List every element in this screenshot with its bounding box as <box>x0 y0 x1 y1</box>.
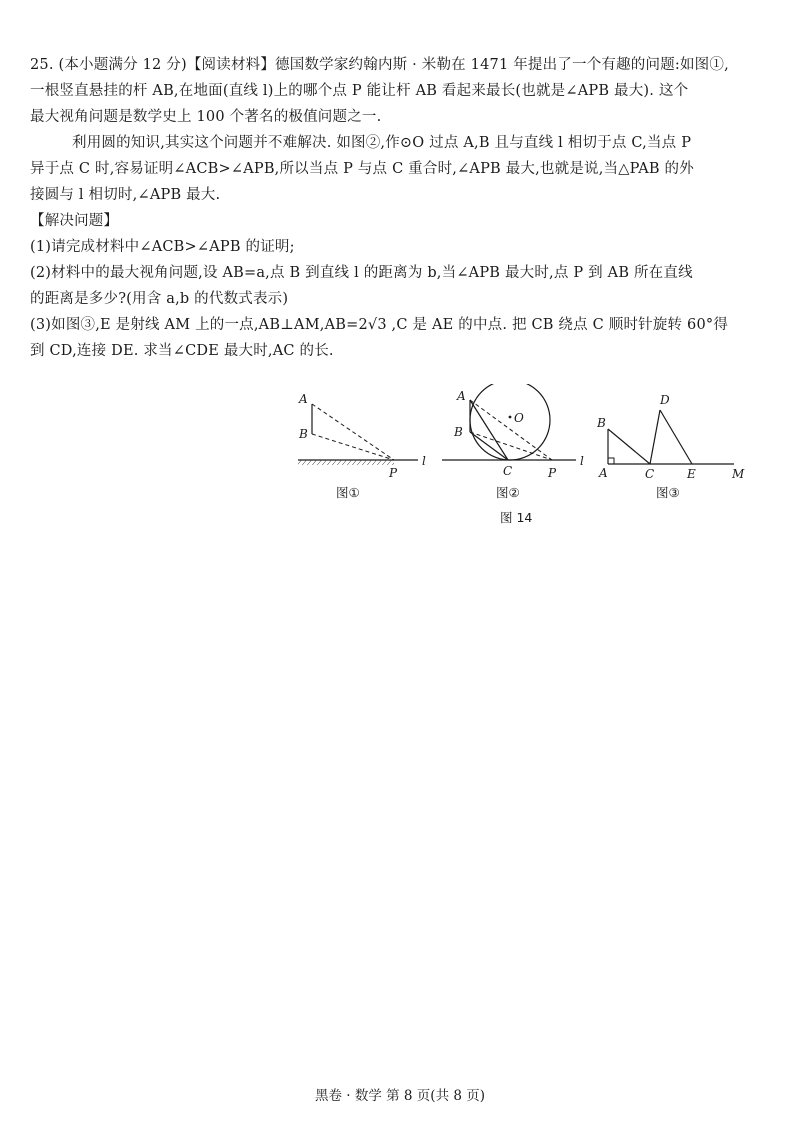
figure-3 <box>596 393 745 500</box>
center-o <box>509 416 512 419</box>
caption-figure-14: 图 14 <box>500 510 533 525</box>
problem-line-6: 接圆与 l 相切时,∠APB 最大. <box>30 187 221 203</box>
figure-2 <box>442 384 584 500</box>
question-2-line-1: (2)材料中的最大视角问题,设 AB=a,点 B 到直线 l 的距离为 b,当∠APB 最大时,点 P 到 AB 所在直线 <box>30 265 693 281</box>
label-l: l <box>422 454 426 468</box>
label-a: A <box>457 389 466 403</box>
label-b: B <box>299 427 308 441</box>
problem-line-3: 最大视角问题是数学史上 100 个著名的极值问题之一. <box>30 109 382 125</box>
label-o: O <box>514 411 524 425</box>
label-a: A <box>299 392 308 406</box>
problem-line-1: 25. (本小题满分 12 分)【阅读材料】德国数学家约翰内斯 · 米勒在 1471 年提出了一个有趣的问题:如图①, <box>30 57 729 73</box>
label-l: l <box>580 454 584 468</box>
label-b: B <box>454 425 463 439</box>
right-angle-mark <box>608 458 614 464</box>
caption-fig-1: 图① <box>336 485 360 500</box>
section-heading-solve: 【解决问题】 <box>30 213 119 229</box>
label-m: M <box>732 467 745 481</box>
label-c: C <box>503 464 513 478</box>
question-2-line-2: 的距离是多少?(用含 a,b 的代数式表示) <box>30 291 289 307</box>
figure-14 <box>290 384 750 534</box>
question-1: (1)请完成材料中∠ACB>∠APB 的证明; <box>30 239 295 255</box>
segment-bc <box>470 432 508 460</box>
problem-line-5: 异于点 C 时,容易证明∠ACB>∠APB,所以当点 P 与点 C 重合时,∠APB 最大,也就是说,当△PAB 的外 <box>30 161 694 177</box>
segment-bp <box>312 434 394 460</box>
ground-hatching <box>298 460 394 465</box>
caption-fig-2: 图② <box>496 485 520 500</box>
segment-cd <box>650 410 660 464</box>
label-d: D <box>660 393 670 407</box>
segment-ap <box>470 400 552 460</box>
label-b: B <box>597 416 606 430</box>
segment-ac <box>470 400 508 460</box>
label-p: P <box>389 466 398 480</box>
label-c: C <box>645 467 655 481</box>
problem-line-2: 一根竖直悬挂的杆 AB,在地面(直线 l)上的哪个点 P 能让杆 AB 看起来最长(也就是∠APB 最大). 这个 <box>30 83 689 99</box>
segment-ap <box>312 404 394 460</box>
page-footer: 黑卷 · 数学 第 8 页(共 8 页) <box>314 1088 486 1104</box>
label-a: A <box>599 466 608 480</box>
question-3-line-2: 到 CD,连接 DE. 求当∠CDE 最大时,AC 的长. <box>30 343 334 359</box>
segment-de <box>660 410 692 464</box>
figure-1 <box>298 392 426 500</box>
problem-line-4: 利用圆的知识,其实这个问题并不难解决. 如图②,作⊙O 过点 A,B 且与直线 l 相切于点 C,当点 P <box>72 135 692 151</box>
circle-o <box>470 384 550 460</box>
question-3-line-1: (3)如图③,E 是射线 AM 上的一点,AB⊥AM,AB=2√3 ,C 是 AE 的中点. 把 CB 绕点 C 顺时针旋转 60°得 <box>30 317 729 333</box>
caption-fig-3: 图③ <box>656 485 680 500</box>
problem-25 <box>30 52 778 364</box>
label-p: P <box>548 466 557 480</box>
label-e: E <box>687 467 696 481</box>
figure-14-svg <box>290 384 750 534</box>
